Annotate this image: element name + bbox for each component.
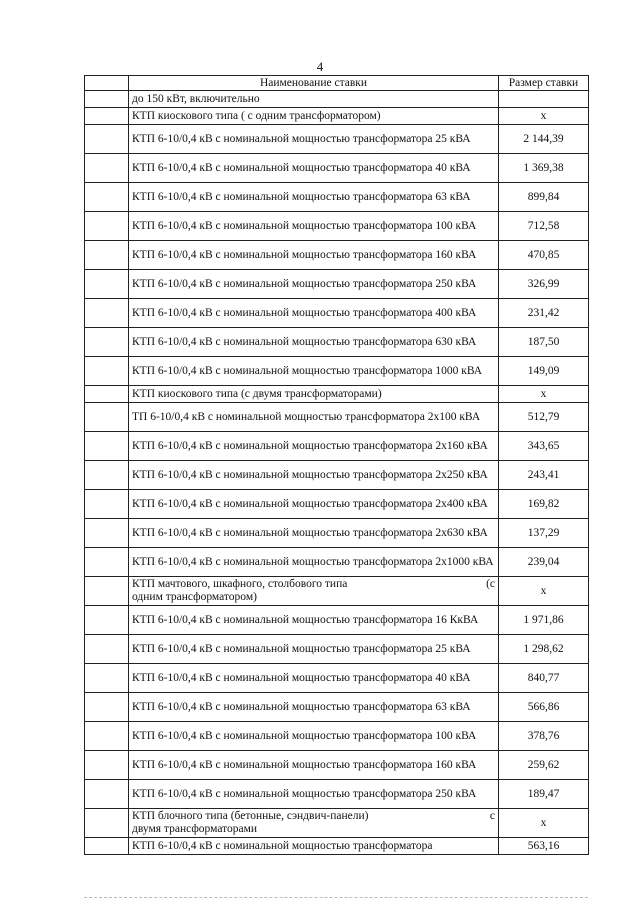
row-empty-cell bbox=[85, 519, 129, 548]
header-empty-cell bbox=[85, 76, 129, 91]
rate-name-cell: КТП 6-10/0,4 кВ с номинальной мощностью трансформатора 2х400 кВА bbox=[129, 490, 499, 519]
table-row bbox=[85, 403, 589, 432]
table-row bbox=[85, 606, 589, 635]
row-empty-cell bbox=[85, 635, 129, 664]
row-empty-cell bbox=[85, 693, 129, 722]
table-row bbox=[85, 386, 589, 403]
table-row bbox=[85, 693, 589, 722]
rate-name-cell: КТП 6-10/0,4 кВ с номинальной мощностью трансформатора 100 кВА bbox=[129, 722, 499, 751]
row-empty-cell bbox=[85, 809, 129, 838]
row-empty-cell bbox=[85, 357, 129, 386]
row-empty-cell bbox=[85, 606, 129, 635]
rate-value-cell: 149,09 bbox=[499, 357, 589, 386]
row-empty-cell bbox=[85, 270, 129, 299]
rate-name-cell: КТП 6-10/0,4 кВ с номинальной мощностью трансформатора 250 кВА bbox=[129, 270, 499, 299]
table-row bbox=[85, 577, 589, 606]
table-row bbox=[85, 125, 589, 154]
rate-name-cell: КТП киоскового типа (с двумя трансформаторами) bbox=[129, 386, 499, 403]
rate-name-cell: КТП 6-10/0,4 кВ с номинальной мощностью трансформатора 630 кВА bbox=[129, 328, 499, 357]
table-row bbox=[85, 751, 589, 780]
rate-value-cell: 187,50 bbox=[499, 328, 589, 357]
rate-name-text-right: с bbox=[489, 810, 495, 822]
rate-value-cell: 1 971,86 bbox=[499, 606, 589, 635]
table-row bbox=[85, 519, 589, 548]
rate-name-cell: ТП 6-10/0,4 кВ с номинальной мощностью трансформатора 2х100 кВА bbox=[129, 403, 499, 432]
table-row bbox=[85, 664, 589, 693]
page-number: 4 bbox=[316, 59, 324, 74]
rate-value-cell: 512,79 bbox=[499, 403, 589, 432]
table-row bbox=[85, 461, 589, 490]
rate-name-cell: КТП 6-10/0,4 кВ с номинальной мощностью трансформатора 400 кВА bbox=[129, 299, 499, 328]
table-header-row bbox=[85, 76, 589, 91]
table-row bbox=[85, 490, 589, 519]
table-row bbox=[85, 328, 589, 357]
row-empty-cell bbox=[85, 212, 129, 241]
table-row bbox=[85, 838, 589, 855]
table-row bbox=[85, 432, 589, 461]
rate-name-cell: КТП 6-10/0,4 кВ с номинальной мощностью трансформатора 25 кВА bbox=[129, 125, 499, 154]
rate-name-cell: КТП 6-10/0,4 кВ с номинальной мощностью трансформатора 16 КкВА bbox=[129, 606, 499, 635]
row-empty-cell bbox=[85, 125, 129, 154]
rate-value-cell: 326,99 bbox=[499, 270, 589, 299]
table-row bbox=[85, 780, 589, 809]
rate-value-cell: 1 369,38 bbox=[499, 154, 589, 183]
rate-value-cell: х bbox=[499, 577, 589, 606]
row-empty-cell bbox=[85, 154, 129, 183]
table-row bbox=[85, 183, 589, 212]
row-empty-cell bbox=[85, 548, 129, 577]
rate-value-cell: 137,29 bbox=[499, 519, 589, 548]
rate-value-cell: 231,42 bbox=[499, 299, 589, 328]
rate-value-cell: 840,77 bbox=[499, 664, 589, 693]
rate-value-cell bbox=[499, 91, 589, 108]
rate-name-cell: КТП 6-10/0,4 кВ с номинальной мощностью трансформатора 2х160 кВА bbox=[129, 432, 499, 461]
rate-name-cell: КТП 6-10/0,4 кВ с номинальной мощностью трансформатора 250 кВА bbox=[129, 780, 499, 809]
row-empty-cell bbox=[85, 780, 129, 809]
rate-value-cell: 1 298,62 bbox=[499, 635, 589, 664]
row-empty-cell bbox=[85, 299, 129, 328]
rate-value-cell: 378,76 bbox=[499, 722, 589, 751]
row-empty-cell bbox=[85, 838, 129, 855]
rate-value-cell: 2 144,39 bbox=[499, 125, 589, 154]
rate-name-cell: КТП 6-10/0,4 кВ с номинальной мощностью трансформатора 63 кВА bbox=[129, 183, 499, 212]
rate-name-cell: КТП 6-10/0,4 кВ с номинальной мощностью трансформатора bbox=[129, 838, 499, 855]
rate-value-cell: 470,85 bbox=[499, 241, 589, 270]
table-body bbox=[85, 91, 589, 855]
rate-name-cell: КТП 6-10/0,4 кВ с номинальной мощностью трансформатора 25 кВА bbox=[129, 635, 499, 664]
rate-name-cell: КТП киоскового типа ( с одним трансформатором) bbox=[129, 108, 499, 125]
table-row bbox=[85, 357, 589, 386]
rate-value-cell: х bbox=[499, 809, 589, 838]
rate-name-cell: КТП 6-10/0,4 кВ с номинальной мощностью трансформатора 40 кВА bbox=[129, 154, 499, 183]
rate-name-text-right: (с bbox=[486, 578, 495, 590]
table-row bbox=[85, 270, 589, 299]
table-row bbox=[85, 91, 589, 108]
row-empty-cell bbox=[85, 91, 129, 108]
rate-value-cell: 899,84 bbox=[499, 183, 589, 212]
rate-name-cell: КТП 6-10/0,4 кВ с номинальной мощностью трансформатора 100 кВА bbox=[129, 212, 499, 241]
table-row bbox=[85, 548, 589, 577]
row-empty-cell bbox=[85, 664, 129, 693]
rate-value-cell: 343,65 bbox=[499, 432, 589, 461]
row-empty-cell bbox=[85, 241, 129, 270]
rate-name-cell: КТП 6-10/0,4 кВ с номинальной мощностью трансформатора 40 кВА bbox=[129, 664, 499, 693]
row-empty-cell bbox=[85, 432, 129, 461]
rate-name-cell: КТП 6-10/0,4 кВ с номинальной мощностью трансформатора 160 кВА bbox=[129, 751, 499, 780]
row-empty-cell bbox=[85, 386, 129, 403]
rate-value-cell: 566,86 bbox=[499, 693, 589, 722]
rate-value-cell: 169,82 bbox=[499, 490, 589, 519]
rate-name-cell: КТП 6-10/0,4 кВ с номинальной мощностью трансформатора 2х250 кВА bbox=[129, 461, 499, 490]
rate-value-cell: 239,04 bbox=[499, 548, 589, 577]
rate-value-cell: 712,58 bbox=[499, 212, 589, 241]
rate-value-cell: 563,16 bbox=[499, 838, 589, 855]
rate-value-cell: 259,62 bbox=[499, 751, 589, 780]
page-footer-rule bbox=[84, 897, 588, 898]
rate-value-cell: х bbox=[499, 386, 589, 403]
row-empty-cell bbox=[85, 577, 129, 606]
rate-name-cell bbox=[129, 577, 499, 606]
table-row bbox=[85, 212, 589, 241]
row-empty-cell bbox=[85, 403, 129, 432]
row-empty-cell bbox=[85, 490, 129, 519]
rate-name-cell: КТП 6-10/0,4 кВ с номинальной мощностью трансформатора 2х1000 кВА bbox=[129, 548, 499, 577]
table-row bbox=[85, 809, 589, 838]
rate-name-cell bbox=[129, 809, 499, 838]
table-row bbox=[85, 241, 589, 270]
table-row bbox=[85, 635, 589, 664]
table-row bbox=[85, 108, 589, 125]
rate-value-cell: 189,47 bbox=[499, 780, 589, 809]
rate-name-cell: КТП 6-10/0,4 кВ с номинальной мощностью трансформатора 2х630 кВА bbox=[129, 519, 499, 548]
table-row bbox=[85, 722, 589, 751]
header-rate-name: Наименование ставки bbox=[129, 76, 499, 91]
table-row bbox=[85, 154, 589, 183]
row-empty-cell bbox=[85, 751, 129, 780]
rate-name-cell: до 150 кВт, включительно bbox=[129, 91, 499, 108]
rate-value-cell: х bbox=[499, 108, 589, 125]
rate-name-text-line2: двумя трансформаторами bbox=[132, 823, 258, 835]
rate-name-cell: КТП 6-10/0,4 кВ с номинальной мощностью трансформатора 160 кВА bbox=[129, 241, 499, 270]
row-empty-cell bbox=[85, 183, 129, 212]
rate-name-cell: КТП 6-10/0,4 кВ с номинальной мощностью трансформатора 1000 кВА bbox=[129, 357, 499, 386]
table-row bbox=[85, 299, 589, 328]
header-rate-size: Размер ставки bbox=[499, 76, 589, 91]
row-empty-cell bbox=[85, 328, 129, 357]
rate-name-text-line2: одним трансформатором) bbox=[132, 591, 257, 603]
row-empty-cell bbox=[85, 722, 129, 751]
row-empty-cell bbox=[85, 108, 129, 125]
rate-value-cell: 243,41 bbox=[499, 461, 589, 490]
row-empty-cell bbox=[85, 461, 129, 490]
rate-name-text: КТП блочного типа (бетонные, сэндвич-панели) bbox=[132, 810, 369, 822]
rate-name-cell: КТП 6-10/0,4 кВ с номинальной мощностью трансформатора 63 кВА bbox=[129, 693, 499, 722]
rates-table bbox=[84, 75, 589, 855]
rate-name-text: КТП мачтового, шкафного, столбового типа bbox=[132, 578, 348, 590]
